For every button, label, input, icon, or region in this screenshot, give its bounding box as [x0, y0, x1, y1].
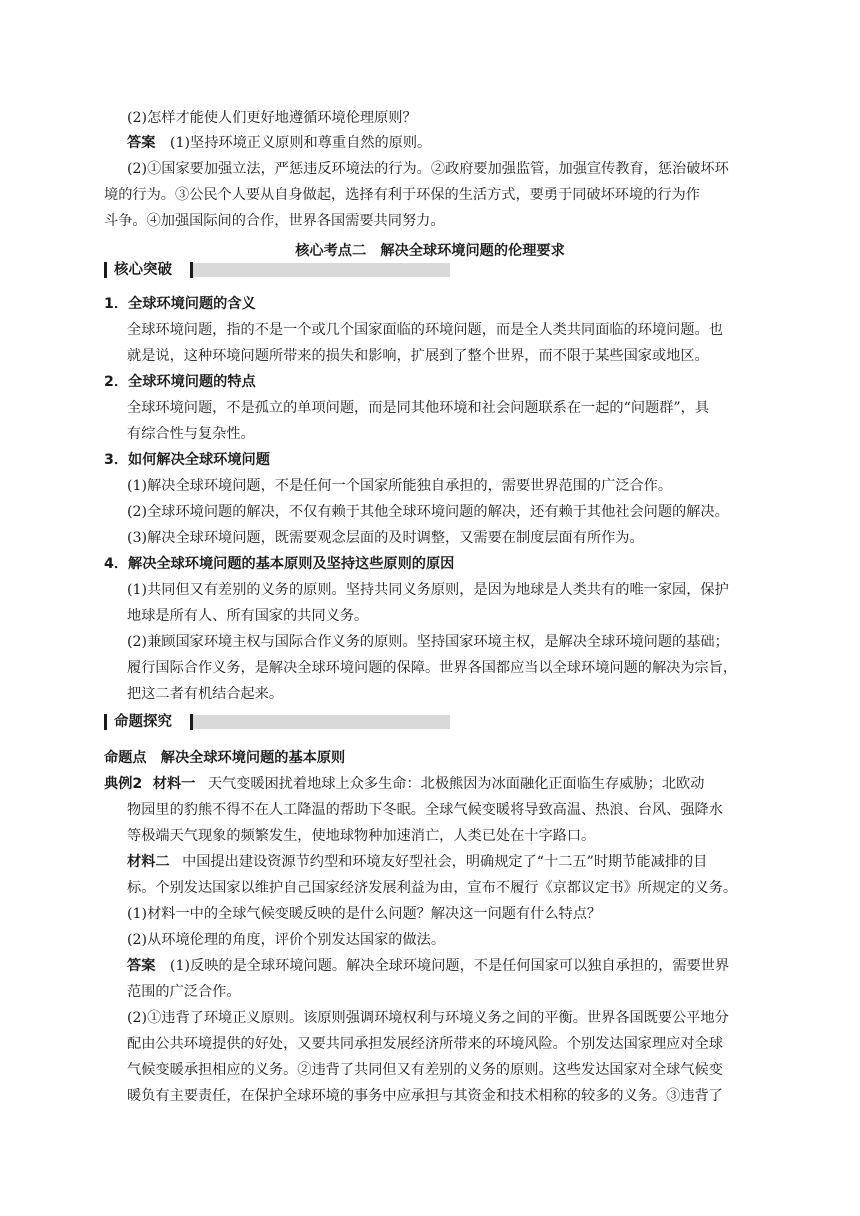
- item-4-line-5: 把这二者有机结合起来。: [127, 686, 284, 702]
- question-1: (1)材料一中的全球气候变暖反映的是什么问题？解决这一问题有什么特点？: [127, 906, 602, 922]
- example-answer-label: 答案: [127, 958, 156, 974]
- section-label-core: 核心突破: [114, 262, 172, 278]
- example-answer-line-5: 气候变暖承担相应的义务。②违背了共同但又有差别的义务的原则。这些发达国家对全球气候变: [127, 1062, 723, 1078]
- topic-title: 核心考点二 解决全球环境问题的伦理要求: [295, 243, 565, 259]
- answer-1: (1)坚持环境正义原则和尊重自然的原则。: [169, 135, 432, 151]
- question-2b: (2)从环境伦理的角度，评价个别发达国家的做法。: [127, 932, 446, 948]
- answer-label: 答案: [127, 135, 156, 151]
- section-bar-right-marker: [190, 714, 193, 730]
- example-label: 典例2: [104, 776, 143, 792]
- item-2-heading: 2．全球环境问题的特点: [104, 374, 256, 390]
- example-answer-line-3: (2)①违背了环境正义原则。该原则强调环境权利与环境义务之间的平衡。世界各国既要公平地分: [127, 1010, 729, 1026]
- section-bar-left-marker: [104, 714, 107, 730]
- example-answer-line-2: 范围的广泛合作。: [127, 984, 241, 1000]
- item-1-line-2: 就是说，这种环境问题所带来的损失和影响，扩展到了整个世界，而不限于某些国家或地区。: [127, 348, 709, 364]
- example-answer-line-1: [127, 956, 729, 976]
- answer-2-line-2: 境的行为。③公民个人要从自身做起，选择有利于环保的生活方式，要勇于同破坏环境的行为作: [104, 187, 700, 203]
- item-3-line-1: (1)解决全球环境问题，不是任何一个国家所能独自承担的，需要世界范围的广泛合作。: [127, 478, 673, 494]
- question-2: (2)怎样才能使人们更好地遵循环境伦理原则？: [127, 110, 417, 126]
- section-label-inquiry: 命题探究: [114, 714, 172, 730]
- proposition-point: 命题点 解决全球环境问题的基本原则: [104, 750, 346, 766]
- material-2-label: 材料二: [127, 854, 170, 870]
- material-1-line-1: [104, 774, 704, 794]
- item-2-line-2: 有综合性与复杂性。: [127, 426, 255, 442]
- item-2-line-1: 全球环境问题，不是孤立的单项问题，而是同其他环境和社会问题联系在一起的“问题群”，具: [127, 400, 710, 416]
- item-1-line-1: 全球环境问题，指的不是一个或几个国家面临的环境问题，而是全人类共同面临的环境问题。也: [127, 322, 723, 338]
- material-2-line-2: 标。个别发达国家以维护自己国家经济发展利益为由，宣布不履行《京都议定书》所规定的义务。: [127, 880, 738, 896]
- item-1-heading: 1．全球环境问题的含义: [104, 296, 256, 312]
- material-1-line-3: 等极端天气现象的频繁发生，使地球物种加速消亡，人类已处在十字路口。: [127, 828, 596, 844]
- item-4-line-4: 履行国际合作义务，是解决全球环境问题的保障。世界各国都应当以全球环境问题的解决为宗旨，: [127, 660, 738, 676]
- material-2-text: 中国提出建设资源节约型和环境友好型社会，明确规定了“十二五”时期节能减排的目: [182, 854, 708, 870]
- item-3-line-2: (2)全球环境问题的解决，不仅有赖于其他全球环境问题的解决，还有赖于其他社会问题的解决。: [127, 504, 729, 520]
- material-1-line-2: 物园里的豹熊不得不在人工降温的帮助下冬眠。全球气候变暖将导致高温、热浪、台风、强降水: [127, 802, 723, 818]
- item-4-line-3: (2)兼顾国家环境主权与国际合作义务的原则。坚持国家环境主权，是解决全球环境问题的基础；: [127, 634, 729, 650]
- answer-2-line-3: 斗争。④加强国际间的合作，世界各国需要共同努力。: [104, 213, 445, 229]
- item-4-line-1: (1)共同但又有差别的义务的原则。坚持共同义务原则，是因为地球是人类共有的唯一家园，保护: [127, 582, 729, 598]
- answer-2-line-1: (2)①国家要加强立法，严惩违反环境法的行为。②政府要加强监管，加强宣传教育，惩治破坏环: [127, 161, 729, 177]
- item-4-line-2: 地球是所有人、所有国家的共同义务。: [127, 608, 369, 624]
- item-3-heading: 3．如何解决全球环境问题: [104, 452, 270, 468]
- item-4-heading: 4．解决全球环境问题的基本原则及坚持这些原则的原因: [104, 556, 455, 572]
- section-header-core: [104, 259, 450, 281]
- section-bar-background: [190, 263, 450, 277]
- example-answer-line-4: 配由公共环境提供的好处，又要共同承担发展经济所带来的环境风险。个别发达国家理应对全球: [127, 1036, 723, 1052]
- material-1-text: 天气变暖困扰着地球上众多生命：北极熊因为冰面融化正面临生存威胁；北欧动: [207, 776, 705, 792]
- answer-line-1: [127, 133, 431, 153]
- material-2-line-1: [127, 852, 707, 872]
- example-answer-line-6: 暖负有主要责任，在保护全球环境的事务中应承担与其资金和技术相称的较多的义务。③违背了: [127, 1088, 723, 1104]
- section-header-inquiry: [104, 711, 450, 733]
- item-3-line-3: (3)解决全球环境问题，既需要观念层面的及时调整，又需要在制度层面有所作为。: [127, 530, 644, 546]
- section-bar-background: [190, 715, 450, 729]
- section-bar-right-marker: [190, 262, 193, 278]
- section-bar-left-marker: [104, 262, 107, 278]
- material-1-label: 材料一: [152, 776, 196, 792]
- example-answer-1: (1)反映的是全球环境问题。解决全球环境问题，不是任何国家可以独自承担的，需要世界: [169, 958, 730, 974]
